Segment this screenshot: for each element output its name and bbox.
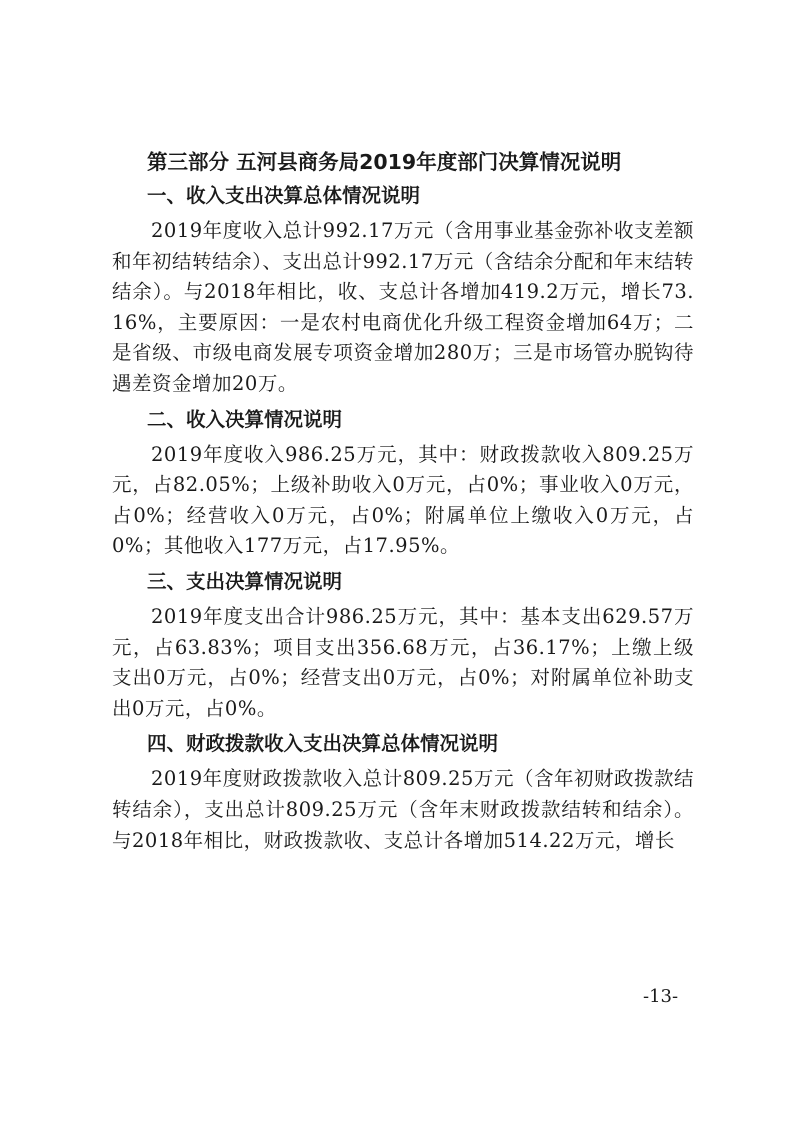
section-paragraph: 2019年度收入986.25万元，其中：财政拨款收入809.25万元，占82.05%；上级补助收入0万元，占0%；事业收入0万元，占0%；经营收入0万元，占0%；附属单位上缴收入0万元，占0%；其他收入177万元，占17.95%。	[112, 442, 694, 558]
section-income	[112, 406, 694, 562]
section-paragraph: 2019年度支出合计986.25万元，其中：基本支出629.57万元，占63.83%；项目支出356.68万元，占36.17%；上缴上级支出0万元，占0%；经营支出0万元，占0%；对附属单位补助支出0万元，占0%。	[112, 604, 694, 720]
section-fiscal-appropriation	[112, 730, 694, 856]
section-income-expenditure-overview	[112, 182, 694, 400]
section-heading: 三、支出决算情况说明	[147, 569, 343, 593]
document-page	[112, 148, 694, 861]
section-heading: 一、收入支出决算总体情况说明	[147, 184, 421, 207]
section-heading: 二、收入决算情况说明	[147, 407, 343, 431]
section-heading: 四、财政拨款收入支出决算总体情况说明	[147, 732, 499, 756]
document-title: 第三部分 五河县商务局2019年度部门决算情况说明	[147, 150, 622, 174]
section-expenditure	[112, 568, 694, 724]
page-number: -13-	[643, 986, 679, 1007]
section-paragraph: 2019年度收入总计992.17万元（含用事业基金弥补收支差额和年初结转结余）、支出总计992.17万元（含结余分配和年末结转结余）。与2018年相比，收、支总计各增加419.2万元，增长73.16%，主要原因：一是农村电商优化升级工程资金增加64万；二是省级、市级电商发展专项资金增加280万；三是市场管办脱钩待遇差资金增加20万。	[112, 219, 694, 395]
section-paragraph: 2019年度财政拨款收入总计809.25万元（含年初财政拨款结转结余），支出总计809.25万元（含年末财政拨款结转和结余）。与2018年相比，财政拨款收、支总计各增加514.22万元，增长	[112, 767, 694, 852]
